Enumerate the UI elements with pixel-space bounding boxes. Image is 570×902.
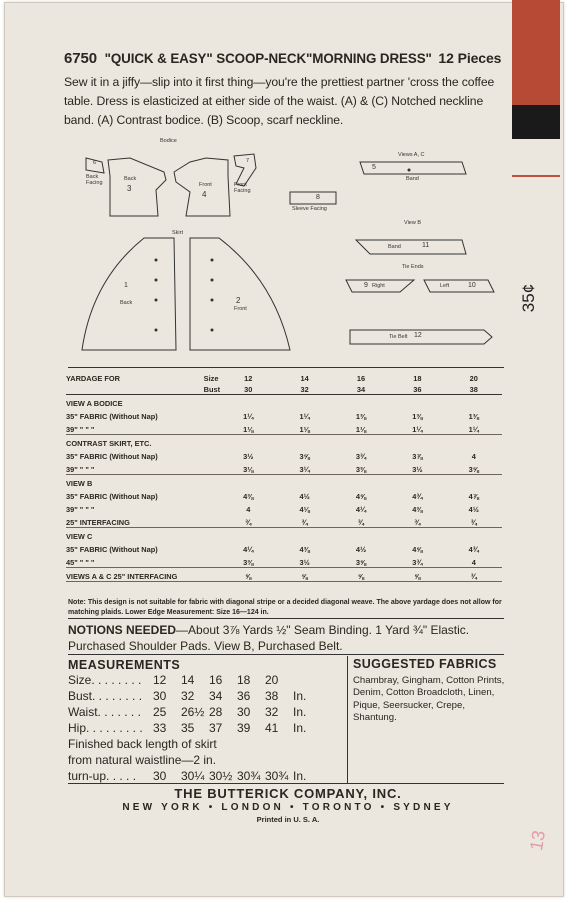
yardage-value: 4⅜: [412, 505, 423, 514]
yardage-row: [66, 408, 502, 421]
yardage-section-row: [66, 435, 502, 449]
row-label: 35" FABRIC (Without Nap): [66, 412, 158, 421]
yardage-value: 1¼: [243, 412, 254, 421]
pattern-header: [64, 50, 509, 130]
measurement-value: 20: [265, 673, 279, 687]
yardage-row: [66, 448, 502, 461]
yardage-value: 3⅜: [333, 461, 389, 475]
measurement-value: 18: [237, 673, 251, 687]
tie-ends-label: Tie Ends: [402, 264, 424, 270]
measurements-title: MEASUREMENTS: [68, 658, 181, 672]
yardage-value: 4: [446, 554, 502, 568]
yardage-row: [66, 501, 502, 514]
yardage-value: 4½: [299, 492, 310, 501]
measurement-unit: In.: [293, 705, 307, 719]
yardage-row: [66, 554, 502, 568]
measurement-value: 28: [209, 705, 223, 719]
company-cities: NEW YORK • LONDON • TORONTO • SYDNEY: [122, 802, 454, 813]
measurement-value: 16: [209, 673, 223, 687]
skirt-label: Skirt: [172, 230, 183, 236]
measurement-value: 37: [209, 721, 223, 735]
band-ac-num: 5: [372, 164, 376, 171]
yardage-value: 1⅛: [333, 421, 389, 435]
yardage-value: ⅝: [276, 568, 332, 582]
front-label: Front: [199, 182, 212, 188]
pattern-name: "QUICK & EASY" SCOOP-NECK"MORNING DRESS": [104, 51, 432, 66]
pieces-count: 12 Pieces: [438, 50, 502, 66]
band-ac-label: Band: [406, 176, 419, 182]
finished-length-line2: from natural waistline—2 in.: [68, 753, 217, 767]
yardage-value: 1⅛: [220, 421, 276, 435]
right-num: 9: [364, 282, 368, 289]
turnup-value: 30¾: [265, 769, 289, 783]
front-facing-num: 7: [246, 158, 250, 164]
sleeve-facing-num: 8: [316, 194, 320, 201]
yardage-value: 3½: [276, 554, 332, 568]
yardage-value: 4½: [468, 505, 479, 514]
empty-cell: [389, 528, 445, 542]
row-label: 35" FABRIC (Without Nap): [66, 545, 158, 554]
measurement-value: 34: [209, 689, 223, 703]
size-header: 14: [300, 374, 309, 383]
measurement-value: 36: [237, 689, 251, 703]
fabrics-title: SUGGESTED FABRICS: [353, 657, 497, 671]
size-header: 12: [244, 374, 253, 383]
size-header: 16: [356, 374, 366, 383]
turnup-value: 30: [153, 769, 167, 783]
yardage-section-row: [66, 395, 502, 409]
footer-rule: [68, 783, 504, 784]
note-rule: [68, 618, 504, 619]
empty-cell: [333, 435, 389, 449]
yardage-value: 4¾: [412, 492, 423, 501]
measurement-label: Bust. . . . . . . .: [68, 689, 143, 703]
row-label: VIEWS A & C 25" INTERFACING: [66, 568, 220, 582]
measurement-value: 25: [153, 705, 167, 719]
skirt-back-shape: [82, 238, 176, 350]
measurement-row: [68, 688, 346, 704]
turnup-unit: In.: [293, 769, 307, 783]
yardage-value: 3¾: [389, 554, 445, 568]
yardage-value: 3¾: [355, 452, 367, 461]
yardage-value: ¾: [276, 514, 332, 528]
empty-cell: [446, 475, 502, 489]
row-label: 35" FABRIC (Without Nap): [66, 452, 158, 461]
measurement-value: 32: [181, 689, 195, 703]
band-b-label: Band: [388, 244, 401, 250]
pattern-pieces-svg: [64, 130, 509, 360]
left-label: Left: [440, 283, 450, 289]
notions-text: —About 3⅞ Yards ½" Seam Binding. 1 Yard ¾" Elastic. Purchased Shoulder Pads. View B, Purchased Belt.: [68, 623, 470, 653]
yardage-value: 3⅝: [446, 461, 502, 475]
yardage-value: 4⅜: [243, 492, 254, 501]
notions-rule: [68, 654, 504, 655]
yardage-title: YARDAGE FOR: [66, 374, 120, 383]
measurement-label: Hip. . . . . . . . .: [68, 721, 143, 735]
empty-cell: [220, 395, 276, 409]
skirt-front-shape: [190, 238, 290, 350]
yardage-size-row: [66, 372, 502, 383]
measurements-section: [68, 658, 346, 784]
skirt-front-num: 2: [236, 296, 241, 305]
suggested-fabrics-section: [353, 657, 508, 724]
measurement-value: 30: [153, 689, 167, 703]
measurement-value: 14: [181, 673, 195, 687]
measurement-value: 33: [153, 721, 167, 735]
yardage-value: 3⅞: [412, 452, 423, 461]
yardage-value: 4⅜: [299, 545, 310, 554]
yardage-value: 1⅜: [355, 412, 367, 421]
bust-header: 38: [446, 383, 502, 395]
empty-cell: [220, 528, 276, 542]
pattern-description: Sew it in a jiffy—slip into it first thing—you're the prettiest partner 'cross the coffee table. Dress is elasticized at either side of the waist. (A) & (C) Notched neckline band. (A) Contrast bodice. (B) Scoop, scarf neckline.: [64, 75, 495, 127]
tie-belt-label: Tie Belt: [389, 334, 408, 340]
skirt-front-label: Front: [234, 306, 247, 312]
empty-cell: [276, 528, 332, 542]
yardage-value: ¾: [333, 514, 389, 528]
row-label: 39" " " ": [66, 421, 220, 435]
finished-length-line1: Finished back length of skirt: [68, 737, 217, 751]
measurement-value: 35: [181, 721, 195, 735]
views-ac-label: Views A, C: [398, 152, 425, 158]
yardage-note: Note: This design is not suitable for fabric with diagonal stripe or a decided diagonal weave. The above yardage does not allow for matching plaids. Lower Edge Measurement: Size 16—124 in.: [68, 599, 502, 616]
back-label: Back: [124, 176, 137, 182]
measurement-label: Size. . . . . . . .: [68, 673, 142, 687]
yardage-value: 4¼: [243, 545, 254, 554]
section-label: CONTRAST SKIRT, ETC.: [66, 439, 152, 448]
empty-cell: [389, 475, 445, 489]
measurement-value: 39: [237, 721, 251, 735]
yardage-value: ⅝: [333, 568, 389, 582]
band-b-num: 11: [422, 242, 430, 249]
yardage-value: 4: [471, 452, 476, 461]
row-label: 25" INTERFACING: [66, 514, 220, 528]
section-divider: [347, 656, 348, 783]
pattern-pieces-diagram: [64, 130, 509, 360]
skirt-back-label: Back: [120, 300, 133, 306]
turnup-value: 30¾: [237, 769, 261, 783]
left-num: 10: [468, 282, 476, 289]
row-label: 35" FABRIC (Without Nap): [66, 492, 158, 501]
yardage-value: ⅝: [220, 568, 276, 582]
yardage-value: 4¼: [355, 505, 367, 514]
yardage-value: 1⅜: [412, 412, 423, 421]
bust-header: 32: [276, 383, 332, 395]
section-label: VIEW C: [66, 532, 93, 541]
empty-cell: [446, 435, 502, 449]
yardage-value: 1⅛: [276, 421, 332, 435]
yardage-value: 4⅝: [355, 492, 367, 501]
size-header-label: Size: [203, 374, 219, 383]
bust-header: 36: [389, 383, 445, 395]
measurement-unit: [293, 672, 313, 688]
tie-end-left-shape: [424, 280, 494, 292]
measurement-value: 30: [237, 705, 251, 719]
yardage-value: 4⅞: [468, 492, 479, 501]
yardage-section-row: [66, 528, 502, 542]
measurement-row: [68, 720, 346, 736]
measurement-value: 41: [265, 721, 279, 735]
measurement-row: [68, 704, 346, 720]
yardage-value: ¾: [389, 514, 445, 528]
turnup-value: 30½: [209, 769, 233, 783]
yardage-value: 3⅝: [333, 554, 389, 568]
empty-cell: [333, 475, 389, 489]
fabrics-list: Chambray, Gingham, Cotton Prints, Denim, Cotton Broadcloth, Linen, Pique, Seersucker, Crepe, Shantung.: [353, 675, 505, 723]
company-name: THE BUTTERICK COMPANY, INC.: [174, 786, 402, 801]
pattern-title: [64, 50, 509, 67]
bust-header: 34: [333, 383, 389, 395]
tab-divider-line: [512, 175, 560, 177]
yardage-value: 1¼: [446, 421, 502, 435]
turnup-row: [68, 768, 346, 784]
back-facing-label: Back Facing: [86, 174, 103, 186]
yardage-value: 3⅜: [220, 554, 276, 568]
bust-header-label: Bust: [203, 385, 221, 394]
yardage-value: 4¾: [468, 545, 479, 554]
empty-cell: [276, 435, 332, 449]
row-label: 45" " " ": [66, 554, 220, 568]
measurement-value: 26½: [181, 705, 205, 719]
yardage-value: ¾: [446, 514, 502, 528]
yardage-row: [66, 421, 502, 435]
yardage-value: 1¼: [389, 421, 445, 435]
measurement-value: 38: [265, 689, 279, 703]
yardage-value: 3½: [243, 452, 254, 461]
row-label: 39" " " ": [66, 505, 95, 514]
yardage-value: 1¼: [299, 412, 310, 421]
size-header: 18: [413, 374, 422, 383]
yardage-value: 1⅜: [468, 412, 479, 421]
right-label: Right: [372, 283, 385, 289]
empty-cell: [220, 435, 276, 449]
front-facing-label: Front Facing: [234, 182, 251, 194]
yardage-value: 3¼: [276, 461, 332, 475]
back-facing-num: 6: [93, 160, 97, 166]
yardage-value: ¾: [446, 568, 502, 582]
yardage-value: 4: [246, 505, 251, 514]
bodice-label: Bodice: [160, 138, 177, 144]
empty-cell: [446, 395, 502, 409]
yardage-row: [66, 514, 502, 528]
printed-in: Printed in U. S. A.: [256, 815, 320, 824]
front-num: 4: [202, 190, 207, 199]
header-spacer: [66, 383, 204, 395]
yardage-value: 3⅛: [220, 461, 276, 475]
yardage-value: 3½: [389, 461, 445, 475]
empty-cell: [333, 528, 389, 542]
tie-belt-num: 12: [414, 332, 422, 339]
band-b-shape: [356, 240, 466, 254]
handwritten-mark: 13: [525, 828, 550, 853]
size-header: 20: [469, 374, 478, 383]
turnup-label: turn-up. . . . .: [68, 769, 137, 783]
notions-heading: NOTIONS NEEDED: [68, 623, 177, 637]
sleeve-facing-label: Sleeve Facing: [292, 206, 327, 212]
empty-cell: [333, 395, 389, 409]
empty-cell: [446, 528, 502, 542]
back-bodice-shape: [108, 158, 166, 216]
notions-section: [68, 622, 508, 654]
bust-header: 30: [220, 383, 276, 395]
yardage-row: [66, 568, 502, 582]
measurement-row: [68, 672, 346, 688]
section-label: VIEW B: [66, 479, 93, 488]
measurement-label: Waist. . . . . . .: [68, 705, 141, 719]
measurement-value: 32: [265, 705, 279, 719]
back-num: 3: [127, 184, 132, 193]
empty-cell: [389, 435, 445, 449]
price-label: 35¢: [519, 283, 539, 313]
yardage-table: [66, 372, 502, 582]
turnup-value: 30¼: [181, 769, 205, 783]
color-tab: [512, 0, 560, 140]
yardage-row: [66, 461, 502, 475]
measurements-rows: [68, 672, 346, 736]
yardage-section-row: [66, 475, 502, 489]
pattern-number: 6750: [64, 50, 97, 67]
empty-cell: [220, 475, 276, 489]
yardage-row: [66, 541, 502, 554]
yardage-value: 4½: [355, 545, 367, 554]
measurement-unit: In.: [293, 689, 307, 703]
measurement-value: 12: [153, 673, 167, 687]
yardage-value: ¾: [220, 514, 276, 528]
empty-cell: [276, 395, 332, 409]
yardage-value: ⅝: [389, 568, 445, 582]
section-label: VIEW A BODICE: [66, 399, 123, 408]
yardage-row: [66, 488, 502, 501]
empty-cell: [389, 395, 445, 409]
yardage-value: 4⅝: [412, 545, 423, 554]
table-top-rule: [68, 367, 504, 368]
view-b-label: View B: [404, 220, 422, 226]
yardage-bust-row: [66, 383, 502, 395]
yardage-value: 4⅛: [299, 505, 310, 514]
measurement-unit: In.: [293, 721, 307, 735]
sleeve-facing-shape: [290, 192, 336, 204]
skirt-back-num: 1: [124, 282, 128, 289]
row-label: 39" " " ": [66, 461, 220, 475]
empty-cell: [276, 475, 332, 489]
yardage-value: 3⅝: [299, 452, 310, 461]
